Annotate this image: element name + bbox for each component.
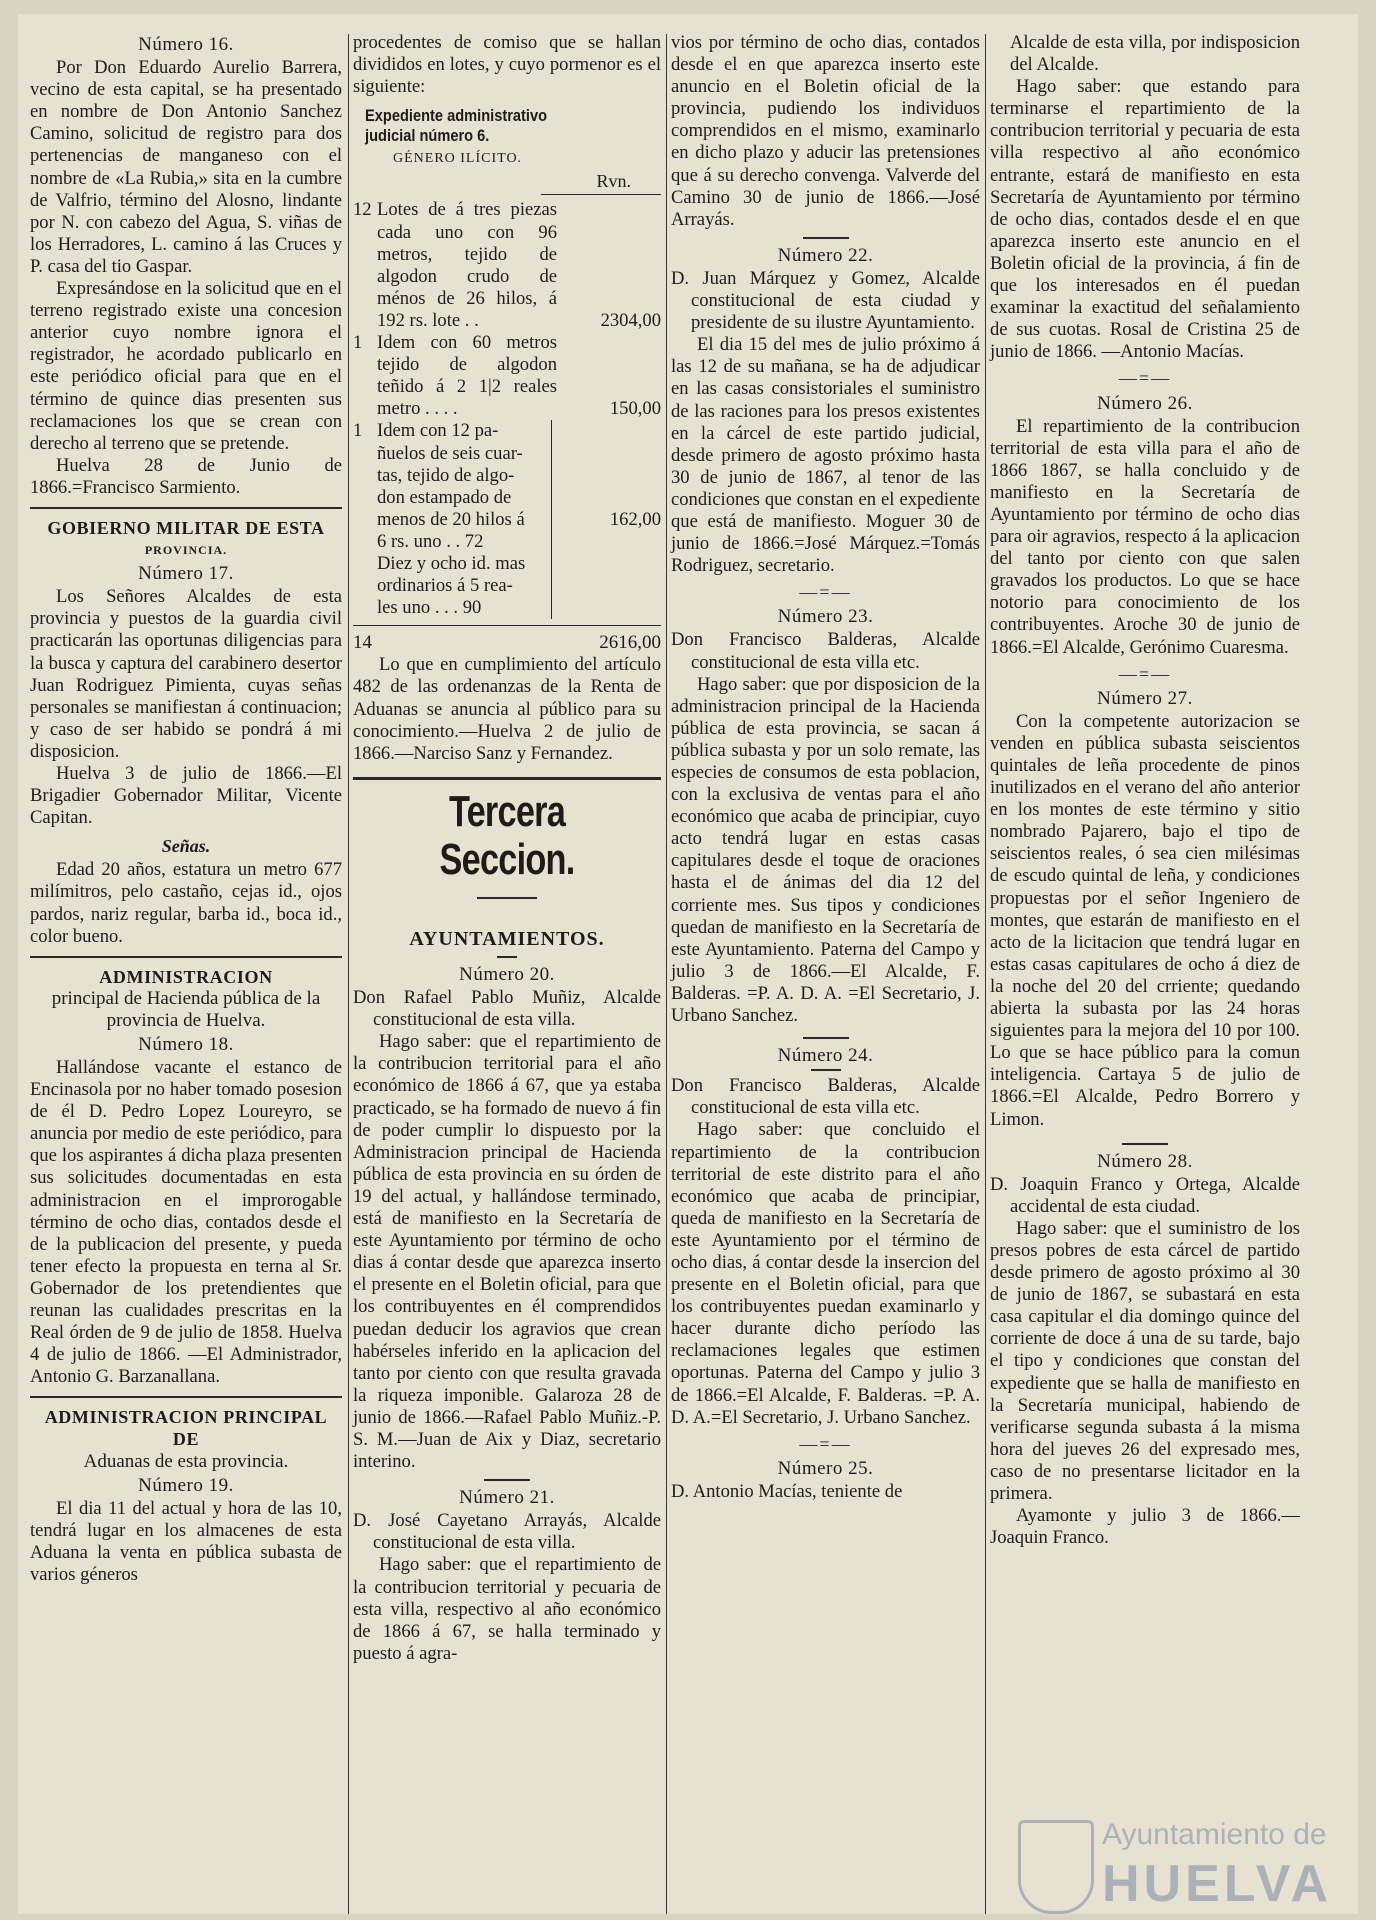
notice-text: vios por término de ocho dias, contados desde el en que aparezca inserto este anuncio en el Boletin oficial de la provincia, pudiendo los individuos comprendidos en el mismo, examinarlo en dicho plazo y aducir las pretensiones que á su derecho convenga. Valverde del Camino 30 de junio de 1866.—José Arrayás.	[671, 32, 980, 230]
separator	[484, 1479, 530, 1481]
notice-heading: Don Francisco Balderas, Alcalde constitucional de esta villa etc.	[671, 1075, 980, 1119]
separator: —=—	[1118, 368, 1172, 389]
column-divider	[348, 34, 349, 1914]
notice-text: Por Don Eduardo Aurelio Barrera, vecino de esta capital, se ha presentado en nombre de Don Antonio Sanchez Camino, solicitud de registro para dos pertenencias de manganeso con el nombre de «La Rubia,» sita en la cumbre de Valfrio, término del Alosno, lindante por N. con cabezo del Agua, S. viñas de los Herradores, L. camino á las Cruces y P. casa del tio Gaspar.	[30, 57, 342, 277]
notice-number: Número 20.	[459, 964, 555, 985]
section-rule	[30, 956, 342, 958]
notice-number: Número 25.	[777, 1457, 874, 1479]
notice-text: Con la competente autorizacion se venden en pública subasta seiscientos quintales de leña procedente de pinos inutilizados en el verano del año anterior en los montes de este término y sitio nombrado Pajarero, bajo el tipo de seiscientos reales, ó sea cien milésimas de escudo quintal de leña, y condiciones propuestas por el señor Ingeniero de montes, que estarán de manifiesto en el acto de la licitacion que tendrá lugar en estas casas capitulares de ocho á diez de la noche del 20 del crriente; quedando abierta la subasta por las 24 horas siguientes para la mejora del 10 por 100. Lo que se hace público para la comun inteligencia. Cartaya 5 de julio de 1866.=El Alcalde, Pedro Borrero y Limon.	[990, 710, 1300, 1130]
notice-text: Hago saber: que el repartimiento de la contribucion territorial para el año económico de 1866 á 67, que ya estaba practicado, se ha formado de nuevo á fin de poder cumplir lo dispuesto por la Administracion principal de Hacienda pública de esta provincia en su órden de 19 del actual, y hallándose terminado, está de manifiesto en la Secretaría de este Ayuntamiento por término de ocho dias á contar desde que aparezca inserto el presente en el Boletin oficial, para que los contribuyentes en él comprendidos puedan deducir los agravios que crean habérseles inferido en la aplicacion del tanto por ciento con que resulta gravada la riqueza imponible. Galaroza 28 de junio de 1866.—Rafael Pablo Muñiz.-P. S. M.—Juan de Aix y Diaz, secretario interino.	[353, 1031, 661, 1473]
notice-number: Número 27.	[1097, 687, 1193, 709]
lot-description	[377, 420, 552, 619]
total-value: 2616,00	[599, 632, 661, 654]
section-subheading: PROVINCIA.	[144, 543, 228, 558]
notice-text: Hago saber: que el suministro de los presos pobres de esta cárcel de partido desde primero de agosto próximo al 30 de junio de 1867, se subastará en esta casa capitular el dia domingo quince del corriente de doce á una de su tarde, bajo el tipo y condiciones que constan del expediente que se halla de manifiesto en la Secretaría municipal, habiendo de verificarse segunda subasta á la misma hora del jueves 26 del expresado mes, caso de no presentarse licitador en la primera.	[990, 1217, 1300, 1504]
separator	[1122, 1143, 1168, 1145]
lot-quantity: 1	[353, 332, 363, 354]
column-divider	[985, 34, 986, 1914]
section-subheading: principal de Hacienda pública de la provincia de Huelva.	[51, 987, 321, 1031]
section-rule	[30, 1396, 342, 1398]
lot-row	[353, 420, 661, 619]
notice-number: Número 18.	[138, 1033, 234, 1055]
lot-value: 2304,00	[600, 309, 661, 331]
lot-line: les uno . . . 90	[377, 597, 482, 619]
separator	[803, 237, 849, 239]
notice-text: Hago saber: que el repartimiento de la contribucion territorial y pecuaria de esta villa, respectivo al año económico de 1866 á 67, se halla terminado y puesto á agra-	[353, 1554, 661, 1664]
watermark-line: HUELVA	[1102, 1855, 1333, 1913]
separator	[811, 1069, 841, 1071]
lot-value: 150,00	[609, 398, 661, 420]
notice-text: procedentes de comiso que se hallan divididos en lotes, y cuyo pormenor es el siguiente:	[353, 32, 661, 98]
expediente-title: Expediente administrativo	[365, 106, 548, 126]
section-rule	[30, 507, 342, 509]
separator: —=—	[799, 582, 852, 603]
notice-number: Número 19.	[138, 1474, 234, 1496]
notice-text: Hallándose vacante el estanco de Encinasola por no haber tomado posesion de él D. Pedro Lopez Loureyro, se anuncia por medio de este periódico, para que los aspirantes á dicha plaza presenten sus solicitudes documentadas en esta administracion en el improrogable término de ocho dias, contados desde el de la publicacion del presente, y pueda tener efecto la propuesta en terna al Sr. Gobernador de los pretendientes que reunan las cualidades prescritas en la Real órden de 9 de julio de 1858. Huelva 4 de julio de 1866. —El Administrador, Antonio G. Barzanallana.	[30, 1056, 342, 1388]
total-row	[353, 632, 661, 654]
separator: —=—	[799, 1433, 852, 1454]
section-heading: GOBIERNO MILITAR DE ESTA	[47, 517, 325, 538]
lot-quantity: 1	[353, 420, 363, 442]
separator	[497, 956, 517, 958]
total-quantity: 14	[353, 632, 372, 654]
notice-text: Expresándose en la solicitud que en el terreno registrado existe una concesion anterior cuyo nombre ignora el registrador, he acordado publicarlo en este periódico oficial para que en el término de quince dias presenten sus reclamaciones los que se crean con derecho al terreno que se pretende.	[30, 278, 342, 454]
notice-heading: Don Francisco Balderas, Alcalde constitucional de esta villa etc.	[671, 629, 980, 673]
lot-row	[353, 199, 661, 332]
notice-signature: Ayamonte y julio 3 de 1866.—Joaquin Franco.	[990, 1505, 1300, 1549]
lot-description: Lotes de á tres piezas cada uno con 96 metros, tejido de algodon crudo de ménos de 26 hilos, á 192 rs. lote . .	[377, 199, 557, 331]
section-title: Tercera Seccion.	[439, 786, 575, 884]
section-heading: ADMINISTRACION	[99, 966, 273, 987]
notice-number: Número 21.	[459, 1487, 555, 1509]
section-subheading: Aduanas de esta provincia.	[83, 1450, 289, 1472]
lot-quantity: 12	[353, 199, 372, 221]
column-2	[353, 32, 661, 1665]
separator	[803, 1037, 849, 1039]
notice-heading: Alcalde de esta villa, por indisposicion del Alcalde.	[1010, 32, 1300, 76]
notice-text: El repartimiento de la contribucion territorial de esta villa para el año de 1866 1867, se halla concluido y de manifiesto en la Secretaría de Ayuntamiento por término de ocho dias para oir agravios, respecto á la aplicacion del tanto por ciento con que salen gravados los productos. Lo que se hace notorio para conocimiento de los contribuyentes. Aroche 30 de junio de 1866.=El Alcalde, Gerónimo Cuaresma.	[990, 415, 1300, 658]
genero-label: GÉNERO ILÍCITO.	[393, 151, 523, 167]
notice-text: Hago saber: que estando para terminarse el repartimiento de la contribucion territorial y pecuaria de esta villa respectivo al año económico entrante, estará de manifiesto en esta Secretaría de Ayuntamiento por término de ocho dias, contados desde el en que aparezca inserto este anuncio en el Boletin oficial de la provincia, á fin de que los interesados en él puedan examinar la exactitud del señalamiento de sus cuotas. Rosal de Cristina 25 de junio de 1866. —Antonio Macías.	[990, 76, 1300, 363]
watermark-line: Ayuntamiento de	[1102, 1818, 1327, 1851]
notice-text: Edad 20 años, estatura un metro 677 milímitros, pelo castaño, cejas id., ojos pardos, nariz regular, barba id., boca id., color bueno.	[30, 859, 342, 947]
notice-signature: Huelva 3 de julio de 1866.—El Brigadier Gobernador Militar, Vicente Capitan.	[30, 763, 342, 829]
newspaper-page	[18, 14, 1358, 1914]
separator: —=—	[1118, 663, 1172, 684]
notice-text: Los Señores Alcaldes de esta provincia y puestos de la guardia civil practicarán las oportunas diligencias para la busca y captura del carabinero desertor Juan Rodriguez Pimienta, cuyas señas personales se manifiestan á continuacion; y caso de ser habido se pondrá á mi disposicion.	[30, 586, 342, 762]
lot-line: tas, tejido de algo-	[377, 464, 515, 486]
notice-text: Hago saber: que por disposicion de la administracion principal de la Hacienda pública de esta provincia, se sacan á pública subasta y por un solo remate, las especies de consumos de esta poblacion, con la exclusiva de ventas para el año económico que acaba de principiar, cuyo acto tendrá lugar en estas casas capitulares desde el toque de oraciones hasta el de ánimas del dia 12 del corriente mes. Sus tipos y condiciones quedan de manifiesto en la Secretaría de este Ayuntamiento. Paterna del Campo y julio 3 de 1866.—El Alcalde, F. Balderas. =P. A. D. A. =El Secretario, J. Urbano Sanchez.	[671, 673, 980, 1027]
notice-heading: D. Juan Márquez y Gomez, Alcalde constitucional de esta ciudad y presidente de su ilustre Ayuntamiento.	[671, 267, 980, 334]
notice-number: Número 26.	[1097, 392, 1193, 414]
lot-line: don estampado de	[377, 486, 512, 508]
column-divider	[666, 34, 667, 1914]
subheading: Señas.	[161, 836, 211, 857]
column-3	[671, 32, 980, 1503]
notice-heading: D. José Cayetano Arrayás, Alcalde constitucional de esta villa.	[353, 1510, 661, 1554]
section-rule	[353, 777, 661, 780]
lot-line: menos de 20 hilos á	[377, 508, 525, 530]
notice-text: El dia 15 del mes de julio próximo á las 12 de su mañana, se ha de adjudicar en las casas consistoriales el suministro de las raciones para los presos existentes en la cárcel de este partido judicial, desde primero de agosto próximo hasta 30 de junio de 1867, al tenor de las condiciones que constan en el expediente que está de manifiesto. Moguer 30 de junio de 1866.=José Márquez.=Tomás Rodriguez, secretario.	[671, 334, 980, 577]
notice-number: Número 24.	[777, 1045, 874, 1067]
currency-header: Rvn.	[596, 171, 631, 192]
notice-number: Número 17.	[138, 563, 234, 585]
watermark	[1018, 1814, 1348, 1914]
lot-row	[353, 332, 661, 420]
notice-text: Hago saber: que concluido el repartimiento de la contribucion territorial de este distrito para el año económico que acaba de principiar, queda de manifiesto en la Secretaría de este Ayuntamiento por el término de ocho dias, á contar desde la insercion del presente en el Boletin oficial, para que los contribuyentes puedan examinarlo y hacer durante dicho período las reclamaciones legales que estimen oportunas. Paterna del Campo y julio 3 de 1866.=El Alcalde, F. Balderas. =P. A. D. A.=El Secretario, J. Urbano Sanchez.	[671, 1119, 980, 1428]
lot-value: 162,00	[609, 508, 661, 530]
expediente-title: judicial número 6.	[365, 126, 490, 146]
column-1	[30, 32, 342, 1586]
notice-number: Número 22.	[777, 244, 874, 266]
ornament	[353, 886, 661, 908]
lot-line: ñuelos de seis cuar-	[377, 442, 523, 464]
section-heading: ADMINISTRACION PRINCIPAL DE	[44, 1407, 328, 1450]
column-4	[990, 32, 1300, 1549]
notice-number: Número 23.	[777, 606, 874, 628]
lot-description: Idem con 60 metros tejido de algodon teñido á 2 1|2 reales metro . . . .	[377, 332, 557, 420]
notice-heading: D. Joaquin Franco y Ortega, Alcalde accidental de esta ciudad.	[990, 1173, 1300, 1217]
header-rule	[541, 194, 661, 195]
notice-heading: D. Antonio Macías, teniente de	[671, 1480, 903, 1502]
notice-number: Número 28.	[1097, 1150, 1193, 1172]
lot-line: Idem con 12 pa-	[377, 420, 499, 442]
lot-line: Diez y ocho id. mas	[377, 552, 526, 574]
total-rule	[353, 625, 661, 626]
notice-text: El dia 11 del actual y hora de las 10, tendrá lugar en los almacenes de esta Aduana la venta en pública subasta de varios géneros	[30, 1497, 342, 1585]
notice-signature: Huelva 28 de Junio de 1866.=Francisco Sarmiento.	[30, 454, 342, 498]
section-heading: AYUNTAMIENTOS.	[409, 927, 605, 950]
notice-text: Lo que en cumplimiento del artículo 482 de las ordenanzas de la Renta de Aduanas se anuncia al público para su conocimiento.—Huelva 2 de julio de 1866.—Narciso Sanz y Fernandez.	[353, 654, 661, 764]
notice-number: Número 16.	[138, 34, 234, 55]
lot-line: ordinarios á 5 rea-	[377, 575, 513, 597]
lot-line: 6 rs. uno . . 72	[377, 530, 484, 552]
notice-heading: Don Rafael Pablo Muñiz, Alcalde constitucional de esta villa.	[353, 987, 661, 1031]
city-shield-icon	[1018, 1820, 1094, 1914]
